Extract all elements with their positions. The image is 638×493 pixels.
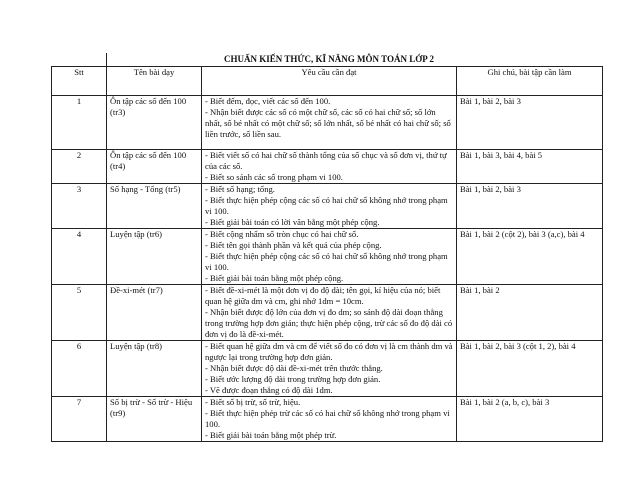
row-lesson: Đề-xi-mét (tr7) [107,285,202,341]
row-notes: Bài 1, bài 3, bài 4, bài 5 [457,150,603,184]
row-lesson: Luyện tập (tr6) [107,229,202,285]
row-stt: 1 [52,96,107,150]
requirement-line: - Biết cộng nhẩm số tròn chục có hai chữ số. [205,229,359,239]
requirement-line: - Biết thực hiện phép cộng các số có hai chữ số không nhớ trong phạm vi 100. [205,195,448,216]
requirement-line: - Biết giải bài toán có lời văn bằng một phép cộng. [205,217,380,227]
row-notes: Bài 1, bài 2 (cột 2), bài 3 (a,c), bài 4 [457,229,603,285]
row-lesson: Luyện tập (tr8) [107,341,202,397]
header-notes: Ghi chú, bài tập cần làm [457,67,603,96]
requirement-line: - Biết tên gọi thành phần và kết quả của phép cộng. [205,240,382,250]
requirement-line: - Biết quan hệ giữa dm và cm để viết số đo có đơn vị là cm thành dm và ngược lại trong trường hợp đơn giản. [205,341,453,362]
row-stt: 6 [52,341,107,397]
requirement-line: - Biết thực hiện phép cộng các số có hai chữ số không nhớ trong phạm vi 100. [205,251,448,272]
row-requirements [202,397,457,442]
row-requirements [202,285,457,341]
requirement-line: - Vẽ được đoạn thẳng có độ dài 1dm. [205,385,333,395]
row-lesson: Số bị trừ - Số trừ - Hiệu (tr9) [107,397,202,442]
header-stt: Stt [52,67,107,96]
requirement-line: - Biết giải bài toán bằng một phép trừ. [205,430,337,440]
requirement-line: - Nhận biết được độ dài đề-xi-mét trên thước thẳng. [205,363,383,373]
row-stt: 5 [52,285,107,341]
table-header-row [52,67,603,96]
row-lesson: Ôn tập các số đến 100 (tr4) [107,150,202,184]
row-lesson: Số hạng - Tổng (tr5) [107,184,202,229]
row-requirements [202,184,457,229]
requirement-line: - Biết số bị trừ, số trừ, hiệu. [205,397,301,407]
requirement-line: - Biết đề-xi-mét là một đơn vị đo độ dài; tên gọi, kí hiệu của nó; biết quan hệ giữa dm và cm, ghi nhớ 1dm = 10cm. [205,285,441,306]
row-notes: Bài 1, bài 2, bài 3 (cột 1, 2), bài 4 [457,341,603,397]
requirement-line: - Biết giải bài toán bằng một phép cộng. [205,273,344,283]
requirement-line: - Biết đếm, đọc, viết các số đến 100. [205,96,331,106]
row-stt: 2 [52,150,107,184]
document-title: CHUẨN KIẾN THỨC, KĨ NĂNG MÔN TOÁN LỚP 2 [224,54,434,64]
row-notes: Bài 1, bài 2 [457,285,603,341]
requirement-line: - Nhận biết được độ lớn của đơn vị đo dm; so sánh độ dài đoạn thẳng trong trường hợp đơn giản; thực hiện phép cộng, trừ các số đo độ dài có đơn vị đo là đề-xi-mét. [205,307,453,339]
table-row [52,184,603,229]
requirement-line: - Biết so sánh các số trong phạm vi 100. [205,172,343,182]
row-lesson: Ôn tập các số đến 100 (tr3) [107,96,202,150]
standards-table [51,53,603,442]
header-lesson: Tên bài dạy [107,67,202,96]
row-requirements [202,96,457,150]
row-stt: 3 [52,184,107,229]
row-notes: Bài 1, bài 2, bài 3 [457,96,603,150]
table-row [52,285,603,341]
requirement-line: - Biết số hạng; tổng. [205,184,275,194]
title-row [52,53,603,67]
row-stt: 7 [52,397,107,442]
table-row [52,341,603,397]
row-requirements [202,229,457,285]
table-row [52,229,603,285]
row-requirements [202,150,457,184]
row-requirements [202,341,457,397]
requirement-line: - Biết thực hiện phép trừ các số có hai chữ số không nhớ trong phạm vi 100. [205,408,450,429]
row-notes: Bài 1, bài 2, bài 3 [457,184,603,229]
requirement-line: - Biết viết số có hai chữ số thành tổng của số chục và số đơn vị, thứ tự của các số. [205,150,447,171]
requirement-line: - Nhận biết được các số có một chữ số, các số có hai chữ số; số lớn nhất, số bé nhất có một chữ số; số lớn nhất, số bé nhất có hai chữ số; số liền trước, số liền sau. [205,107,451,139]
header-requirements: Yêu cầu cần đạt [202,67,457,96]
table-row [52,96,603,150]
row-notes: Bài 1, bài 2 (a, b, c), bài 3 [457,397,603,442]
requirement-line: - Biết ước lượng độ dài trong trường hợp đơn giản. [205,374,381,384]
table-row [52,397,603,442]
table-row [52,150,603,184]
row-stt: 4 [52,229,107,285]
